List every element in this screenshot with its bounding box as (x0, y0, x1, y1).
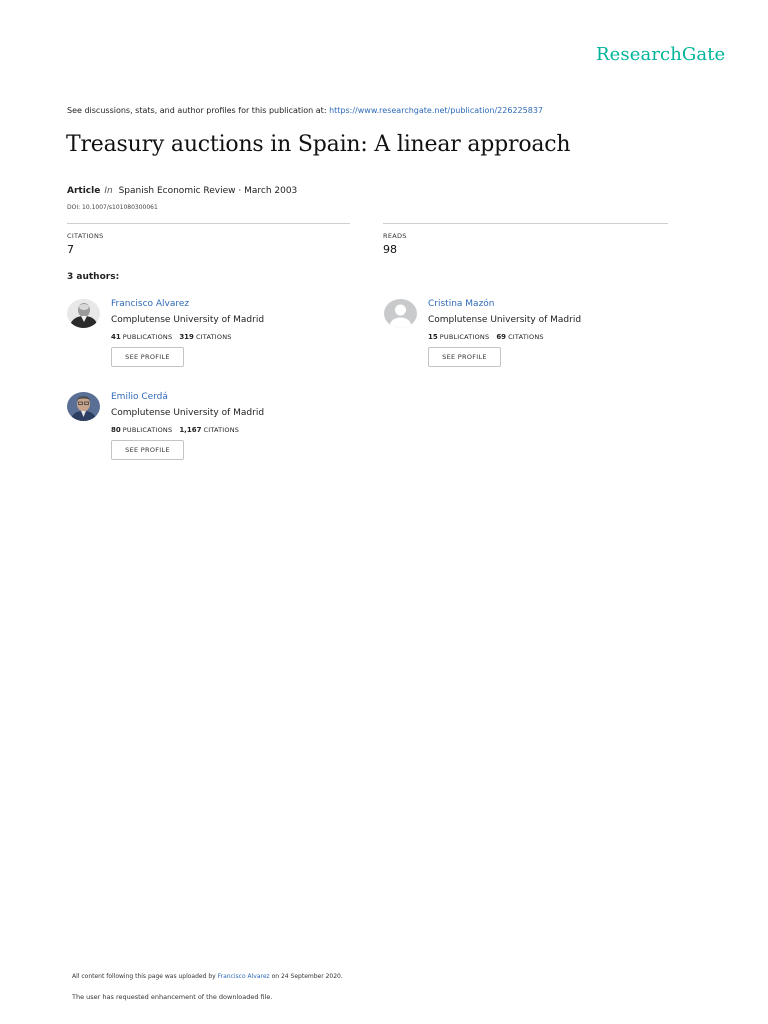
publication-venue: Spanish Economic Review · March 2003 (118, 186, 298, 196)
publications-label: PUBLICATIONS (122, 333, 173, 341)
author-card-emilio-cerda (67, 392, 357, 472)
publications-count: 80 (111, 426, 121, 434)
author-name-link[interactable]: Emilio Cerdá (111, 392, 168, 402)
author-name-link[interactable]: Francisco Alvarez (111, 299, 190, 309)
author-avatar[interactable] (384, 299, 417, 328)
in-label: In (104, 186, 113, 196)
publication-doi: DOI: 10.1007/s101080300061 (67, 204, 158, 211)
author-card-cristina-mazon (384, 299, 674, 379)
author-institution: Complutense University of Madrid (111, 408, 265, 418)
publications-label: PUBLICATIONS (122, 426, 173, 434)
author-photo-icon (67, 392, 100, 421)
publication-title: Treasury auctions in Spain: A linear approach (66, 132, 571, 157)
see-profile-button[interactable]: SEE PROFILE (428, 347, 501, 367)
publications-count: 15 (428, 333, 438, 341)
upload-suffix: on 24 September 2020. (269, 973, 343, 980)
citations-count: 7 (67, 243, 74, 256)
citations-label: CITATIONS (508, 333, 544, 341)
author-institution: Complutense University of Madrid (111, 315, 265, 325)
author-avatar[interactable] (67, 392, 100, 421)
author-stats (428, 333, 544, 341)
author-stats (111, 333, 232, 341)
reads-divider (383, 223, 668, 224)
author-name-link[interactable]: Cristina Mazón (428, 299, 495, 309)
publication-url-link[interactable]: https://www.researchgate.net/publication/226225837 (329, 106, 543, 115)
publications-label: PUBLICATIONS (439, 333, 490, 341)
citations-count: 69 (496, 333, 507, 341)
reads-label: READS (383, 232, 407, 240)
upload-prefix: All content following this page was uploaded by (72, 973, 218, 980)
citations-label: CITATIONS (195, 333, 232, 341)
enhancement-notice: The user has requested enhancement of the downloaded file. (72, 993, 273, 1001)
author-institution: Complutense University of Madrid (428, 315, 582, 325)
publications-count: 41 (111, 333, 121, 341)
author-stats (111, 426, 239, 434)
citations-count: 1,167 (179, 426, 202, 434)
citations-label: CITATIONS (203, 426, 240, 434)
reads-count: 98 (383, 243, 397, 256)
citations-count: 319 (179, 333, 194, 341)
see-profile-button[interactable]: SEE PROFILE (111, 347, 184, 367)
publication-type: Article (67, 186, 101, 196)
see-profile-button[interactable]: SEE PROFILE (111, 440, 184, 460)
discussion-line (67, 106, 543, 115)
author-photo-icon (67, 299, 100, 328)
author-avatar[interactable] (67, 299, 100, 328)
authors-count: 3 authors: (67, 272, 120, 282)
default-avatar-icon (384, 299, 417, 328)
citations-label: CITATIONS (67, 232, 104, 240)
author-card-francisco-alvarez (67, 299, 357, 379)
upload-notice (72, 973, 343, 980)
citations-divider (67, 223, 350, 224)
uploader-link[interactable]: Francisco Alvarez (217, 973, 270, 980)
discussion-text: See discussions, stats, and author profiles for this publication at: (67, 106, 330, 115)
publication-meta (67, 186, 297, 196)
researchgate-logo[interactable]: ResearchGate (596, 44, 726, 65)
